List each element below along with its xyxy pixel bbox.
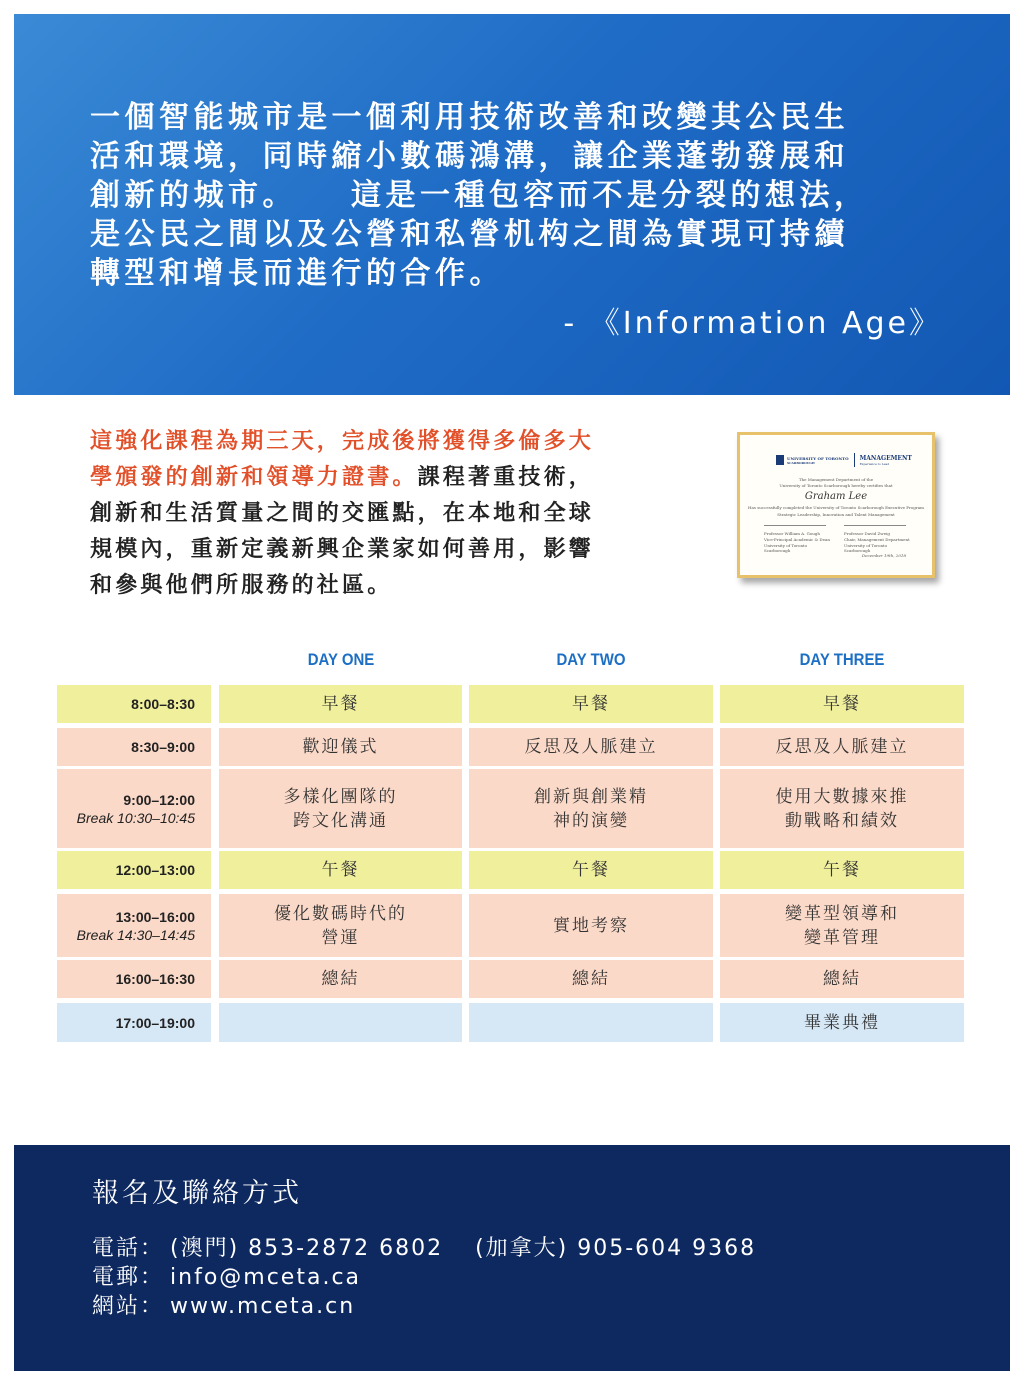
day-two-header: DAY TWO: [556, 650, 626, 669]
signature-line-left: [764, 525, 826, 526]
time-range: 8:30–9:00: [131, 739, 195, 755]
session-title: 午餐: [321, 860, 360, 880]
signature-line-right: [844, 525, 906, 526]
schedule-cell-day-1: [219, 728, 462, 766]
time-slot: [57, 960, 211, 998]
phone-canada[interactable]: (加拿大) 905-604 9368: [475, 1236, 757, 1261]
schedule-cell-day-3: [720, 960, 964, 998]
session-title: 實地考察: [553, 915, 629, 936]
day-three-header: DAY THREE: [799, 650, 885, 669]
phone-label: 電話：: [92, 1236, 165, 1261]
schedule-cell-day-2: [469, 769, 713, 848]
schedule-cell-day-2: [469, 894, 713, 957]
break-time: Break 14:30–14:45: [76, 926, 195, 943]
intro-line: 創新和生活質量之間的交匯點，在本地和全球: [90, 501, 595, 526]
quote-line: 一個智能城市是一個利用技術改善和改變其公民生: [90, 100, 849, 135]
certificate-university: UNIVERSITY OF TORONTO: [787, 455, 849, 461]
certificate-department: MANAGEMENT: [859, 454, 912, 462]
intro-line: 這強化課程為期三天，完成後將獲得多倫多大: [90, 429, 595, 454]
break-time: Break 10:30–10:45: [76, 809, 195, 826]
intro-line: [90, 460, 700, 496]
session-title: 總結: [572, 969, 610, 989]
session-title: 優化數碼時代的 營運: [274, 903, 407, 948]
quote-line: 轉型和增長而進行的合作。: [90, 256, 504, 291]
quote-line: 創新的城市。 這是一種包容而不是分裂的想法，: [90, 178, 869, 213]
session-title: 早餐: [321, 694, 360, 714]
intro-text: 課程著重技術，: [417, 465, 595, 490]
time-range: 12:00–13:00: [115, 862, 195, 878]
time-range: 13:00–16:00: [115, 908, 195, 925]
website-link[interactable]: www.mceta.cn: [170, 1294, 356, 1319]
session-title: 畢業典禮: [804, 1012, 880, 1033]
time-slot: [57, 851, 211, 889]
time-slot: [57, 894, 211, 957]
session-title: 多樣化團隊的 跨文化溝通: [283, 786, 398, 831]
session-title: 使用大數據來推 動戰略和績效: [775, 786, 909, 831]
quote-line: 是公民之間以及公營和私營机构之間為實現可持續: [90, 217, 849, 252]
schedule-cell-day-2: [469, 1003, 713, 1042]
certificate-program: Strategic Leadership, Innovation and Talent Management: [777, 512, 895, 517]
time-range: 9:00–12:00: [123, 791, 195, 808]
session-title: 反思及人脈建立: [524, 737, 658, 757]
course-intro: [90, 424, 700, 604]
email-link[interactable]: info@mceta.ca: [170, 1265, 362, 1290]
intro-line: 規模內，重新定義新興企業家如何善用，影響: [90, 537, 595, 562]
certificate-campus: SCARBOROUGH: [787, 460, 815, 465]
certificate-completion: Has successfully completed the University of Toronto Scarborough Executive Program: [748, 505, 924, 510]
contact-footer: [14, 1145, 1010, 1371]
session-title: 午餐: [823, 860, 861, 880]
session-title: 變革型領導和 變革管理: [785, 903, 899, 948]
quote-banner: [14, 14, 1010, 395]
day-one-header: DAY ONE: [307, 650, 375, 669]
schedule-cell-day-3: [720, 851, 964, 889]
schedule-cell-day-2: [469, 728, 713, 766]
schedule-cell-day-1: [219, 851, 462, 889]
time-slot: [57, 728, 211, 766]
session-title: 反思及人脈建立: [775, 737, 909, 757]
signer-right-org: University of Toronto Scarborough: [844, 543, 888, 553]
quote-source: - 《Information Age》: [563, 306, 942, 341]
signer-left: Professor William A. Gough: [764, 531, 820, 536]
time-slot: [57, 685, 211, 723]
signer-left-org: University of Toronto Scarborough: [764, 543, 808, 553]
email-label: 電郵：: [92, 1265, 165, 1290]
time-slot: [57, 1003, 211, 1042]
schedule-cell-day-2: [469, 685, 713, 723]
session-title: 總結: [321, 969, 360, 989]
logo-divider: [854, 453, 855, 467]
website-row: [92, 1289, 361, 1320]
session-title: 午餐: [572, 860, 610, 880]
intro-highlight: 學頒發的創新和領導力證書。: [90, 465, 418, 490]
university-crest-icon: [776, 455, 784, 465]
phone-row: [92, 1231, 762, 1262]
university-wordmark: [787, 456, 849, 465]
quote-text: [90, 98, 970, 293]
quote-line: 活和環境，同時縮小數碼鴻溝，讓企業蓬勃發展和: [90, 139, 849, 174]
certificate-recipient: Graham Lee: [804, 491, 868, 502]
session-title: 早餐: [572, 694, 610, 714]
schedule-cell-day-1: [219, 960, 462, 998]
time-slot: [57, 769, 211, 848]
intro-line: 和參與他們所服務的社區。: [90, 573, 393, 598]
time-range: 8:00–8:30: [131, 696, 195, 712]
schedule-cell-day-3: [720, 769, 964, 848]
certificate-date: December 19th, 2018: [861, 553, 906, 558]
time-range: 17:00–19:00: [115, 1014, 195, 1031]
certificate-body: University of Toronto Scarborough hereby certifies that: [779, 483, 893, 488]
certificate-logo: [776, 453, 912, 467]
website-label: 網站：: [92, 1294, 165, 1319]
session-title: 總結: [823, 969, 861, 989]
schedule-cell-day-1: [219, 1003, 462, 1042]
schedule-cell-day-1: [219, 894, 462, 957]
certificate-tagline: Experience to Lead: [859, 461, 890, 466]
time-range: 16:00–16:30: [115, 971, 195, 987]
contact-heading: 報名及聯絡方式: [92, 1178, 302, 1209]
session-title: 創新與創業精 神的演變: [534, 786, 648, 831]
schedule-cell-day-3: [720, 728, 964, 766]
email-row: [92, 1260, 367, 1291]
session-title: 歡迎儀式: [302, 737, 379, 757]
phone-macau[interactable]: (澳門) 853-2872 6802: [170, 1236, 444, 1261]
schedule-cell-day-1: [219, 685, 462, 723]
signer-right: Professor David Zweig: [844, 531, 890, 536]
signer-right-title: Chair, Management Department: [844, 537, 910, 542]
schedule-cell-day-3: [720, 685, 964, 723]
signer-left-title: Vice-Principal Academic & Dean: [764, 537, 830, 542]
certificate-intro: The Management Department of the: [798, 477, 874, 482]
department-wordmark: [860, 455, 912, 466]
schedule-cell-day-1: [219, 769, 462, 848]
schedule-cell-day-2: [469, 960, 713, 998]
session-title: 早餐: [823, 694, 861, 714]
certificate-image: [737, 432, 935, 578]
schedule-cell-day-3: [720, 1003, 964, 1042]
schedule-cell-day-2: [469, 851, 713, 889]
schedule-cell-day-3: [720, 894, 964, 957]
